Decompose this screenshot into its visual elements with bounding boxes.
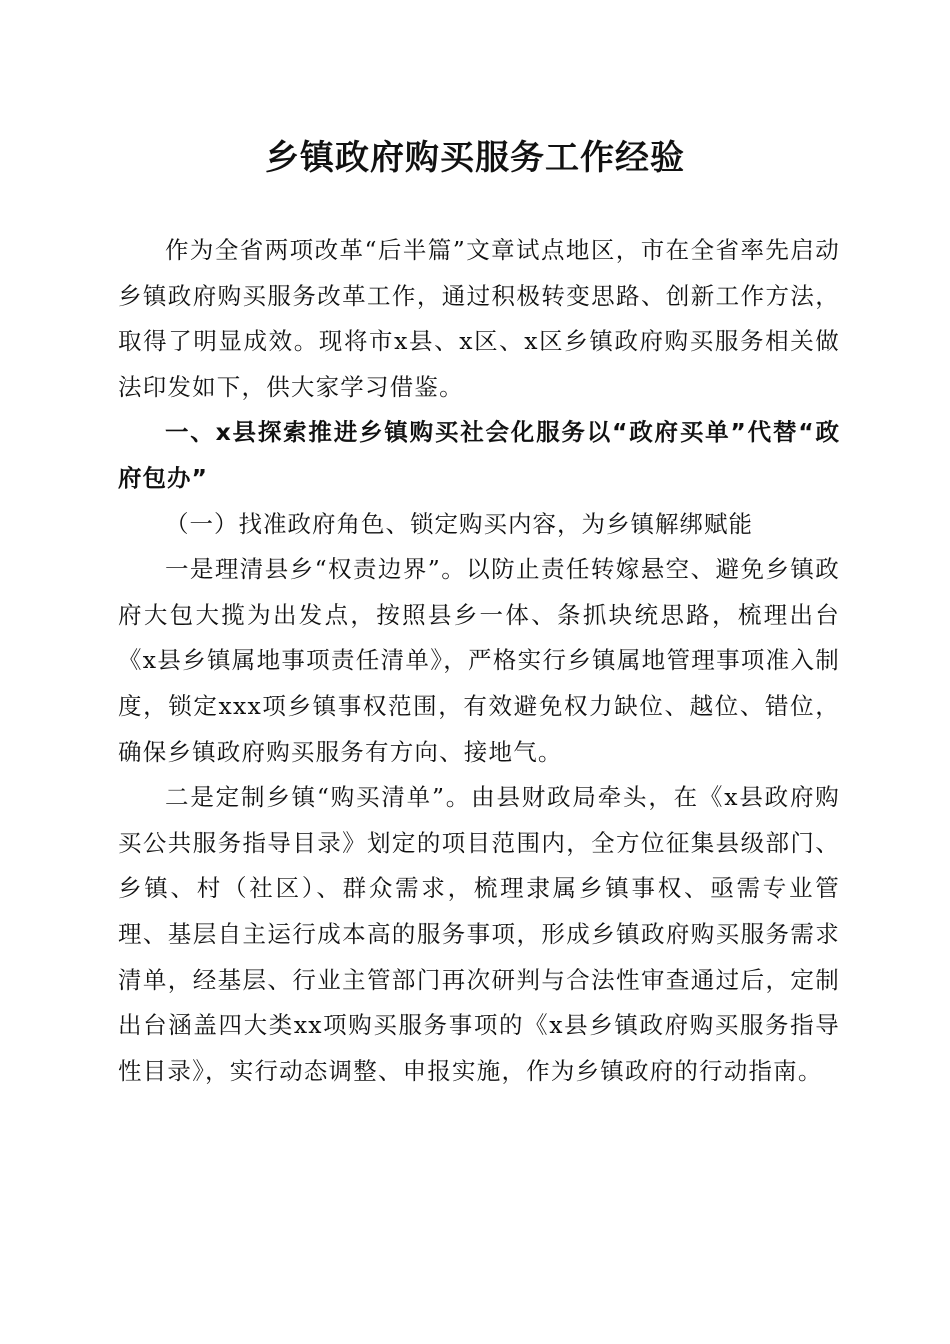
section-heading-1: 一、x县探索推进乡镇购买社会化服务以“政府买单”代替“政府包办”	[118, 418, 840, 492]
intro-paragraph: 作为全省两项改革“后半篇”文章试点地区，市在全省率先启动乡镇政府购买服务改革工作，通过积极转变思路、创新工作方法，取得了明显成效。现将市x县、x区、x区乡镇政府购买服务相关做法印发如下，供大家学习借鉴。	[118, 236, 840, 401]
body-paragraph-1: 一是理清县乡“权责边界”。以防止责任转嫁悬空、避免乡镇政府大包大揽为出发点，按照县乡一体、条抓块统思路，梳理出台《x县乡镇属地事项责任清单》，严格实行乡镇属地管理事项准入制度，锁定xxx项乡镇事权范围，有效避免权力缺位、越位、错位，确保乡镇政府购买服务有方向、接地气。	[118, 555, 840, 766]
subsection-heading-1: （一）找准政府角色、锁定购买内容，为乡镇解绑赋能	[165, 509, 753, 538]
body-paragraph-2: 二是定制乡镇“购买清单”。由县财政局牵头，在《x县政府购买公共服务指导目录》划定的项目范围内，全方位征集县级部门、乡镇、村（社区）、群众需求，梳理隶属乡镇事权、亟需专业管理、基层自主运行成本高的服务事项，形成乡镇政府购买服务需求清单，经基层、行业主管部门再次研判与合法性审查通过后，定制出台涵盖四大类xx项购买服务事项的《x县乡镇政府购买服务指导性目录》，实行动态调整、申报实施，作为乡镇政府的行动指南。	[118, 783, 840, 1085]
document-body	[118, 228, 840, 1094]
document-title: 乡镇政府购买服务工作经验	[265, 138, 685, 178]
